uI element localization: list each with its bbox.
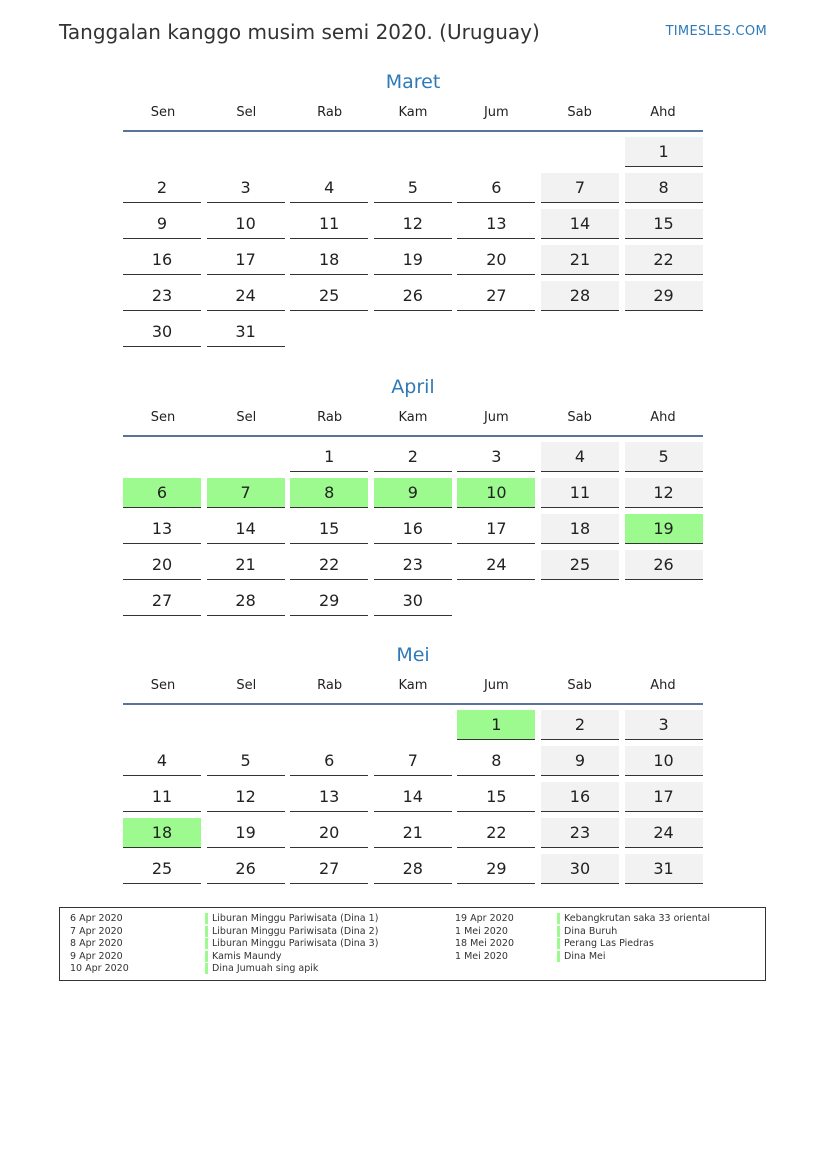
weekday-label: Sel: [236, 678, 257, 693]
empty-cell: [123, 442, 201, 472]
empty-cell: [290, 137, 368, 167]
holiday-day-cell[interactable]: 18: [123, 818, 201, 848]
day-cell[interactable]: 5: [207, 746, 285, 776]
day-cell[interactable]: 21: [374, 818, 452, 848]
day-cell[interactable]: 12: [207, 782, 285, 812]
weekday-label: Kam: [398, 678, 428, 693]
day-cell[interactable]: 20: [457, 245, 535, 275]
day-cell[interactable]: 18: [541, 514, 619, 544]
day-cell[interactable]: 16: [123, 245, 201, 275]
day-cell[interactable]: 4: [123, 746, 201, 776]
day-cell[interactable]: 29: [625, 281, 703, 311]
page-title: Tanggalan kanggo musim semi 2020. (Uruguay): [59, 20, 540, 44]
day-cell[interactable]: 23: [374, 550, 452, 580]
day-cell[interactable]: 14: [374, 782, 452, 812]
legend-dates-right: [455, 913, 514, 963]
day-cell[interactable]: 12: [625, 478, 703, 508]
empty-cell: [207, 710, 285, 740]
day-cell[interactable]: 8: [457, 746, 535, 776]
day-cell[interactable]: 19: [207, 818, 285, 848]
day-cell[interactable]: 7: [374, 746, 452, 776]
day-cell[interactable]: 25: [123, 854, 201, 884]
day-cell[interactable]: 22: [625, 245, 703, 275]
legend-date: 19 Apr 2020: [455, 913, 514, 924]
day-cell[interactable]: 13: [457, 209, 535, 239]
day-cell[interactable]: 2: [123, 173, 201, 203]
weekday-label: Ahd: [650, 105, 676, 120]
month-title: Mei: [396, 644, 430, 666]
legend-date: 10 Apr 2020: [70, 963, 129, 975]
day-cell[interactable]: 6: [290, 746, 368, 776]
day-cell[interactable]: 1: [625, 137, 703, 167]
empty-cell: [290, 710, 368, 740]
header-divider: [123, 703, 703, 705]
empty-cell: [541, 137, 619, 167]
day-cell[interactable]: 24: [625, 818, 703, 848]
weekday-header: [123, 407, 703, 429]
legend-date: 1 Mei 2020: [455, 950, 508, 962]
day-cell[interactable]: 27: [457, 281, 535, 311]
weekday-label: Sen: [150, 105, 176, 120]
legend-date: 18 Mei 2020: [455, 938, 514, 950]
day-cell[interactable]: 2: [541, 710, 619, 740]
weekday-label: Rab: [317, 410, 343, 425]
day-cell[interactable]: 31: [207, 317, 285, 347]
empty-cell: [457, 137, 535, 167]
day-cell[interactable]: 3: [625, 710, 703, 740]
legend-holiday-name: Liburan Minggu Pariwisata (Dina 2): [205, 926, 378, 937]
day-cell[interactable]: 3: [207, 173, 285, 203]
day-cell[interactable]: 26: [207, 854, 285, 884]
day-cell[interactable]: 24: [207, 281, 285, 311]
holiday-day-cell[interactable]: 6: [123, 478, 201, 508]
legend-holiday-name: Dina Mei: [557, 951, 606, 962]
legend-date: 8 Apr 2020: [70, 938, 123, 950]
day-cell[interactable]: 30: [374, 586, 452, 616]
empty-cell: [374, 137, 452, 167]
holiday-day-cell[interactable]: 7: [207, 478, 285, 508]
day-cell[interactable]: 16: [541, 782, 619, 812]
brand-logo-text[interactable]: TIMESLES.COM: [665, 24, 767, 39]
holiday-day-cell[interactable]: 8: [290, 478, 368, 508]
month-title: April: [391, 376, 435, 398]
weekday-label: Rab: [317, 105, 343, 120]
day-cell[interactable]: 7: [541, 173, 619, 203]
empty-cell: [207, 137, 285, 167]
day-cell[interactable]: 12: [374, 209, 452, 239]
holiday-day-cell[interactable]: 10: [457, 478, 535, 508]
weekday-label: Sel: [236, 105, 257, 120]
day-cell[interactable]: 22: [290, 550, 368, 580]
empty-cell: [207, 442, 285, 472]
day-cell[interactable]: 9: [123, 209, 201, 239]
day-cell[interactable]: 17: [457, 514, 535, 544]
day-cell[interactable]: 24: [457, 550, 535, 580]
day-cell[interactable]: 6: [457, 173, 535, 203]
day-cell[interactable]: 5: [625, 442, 703, 472]
day-cell[interactable]: 11: [290, 209, 368, 239]
day-cell[interactable]: 3: [457, 442, 535, 472]
holiday-day-cell[interactable]: 19: [625, 514, 703, 544]
day-cell[interactable]: 21: [207, 550, 285, 580]
legend-holiday-name: Dina Buruh: [557, 926, 617, 937]
day-cell[interactable]: 18: [290, 245, 368, 275]
day-cell[interactable]: 8: [625, 173, 703, 203]
day-cell[interactable]: 29: [457, 854, 535, 884]
day-cell[interactable]: 26: [625, 550, 703, 580]
day-cell[interactable]: 15: [457, 782, 535, 812]
day-cell[interactable]: 25: [290, 281, 368, 311]
month-title: Maret: [385, 71, 441, 93]
day-cell[interactable]: 17: [625, 782, 703, 812]
day-grid: [123, 137, 703, 347]
day-cell[interactable]: 28: [207, 586, 285, 616]
day-cell[interactable]: 15: [290, 514, 368, 544]
day-cell[interactable]: 19: [374, 245, 452, 275]
legend-names-right: [557, 913, 710, 963]
weekday-label: Ahd: [650, 410, 676, 425]
holiday-day-cell[interactable]: 1: [457, 710, 535, 740]
holiday-legend: [59, 907, 766, 981]
weekday-label: Sab: [567, 410, 592, 425]
day-cell[interactable]: 10: [625, 746, 703, 776]
weekday-label: Kam: [398, 410, 428, 425]
day-grid: [123, 710, 703, 884]
day-cell[interactable]: 23: [541, 818, 619, 848]
day-cell[interactable]: 13: [123, 514, 201, 544]
day-cell[interactable]: 22: [457, 818, 535, 848]
legend-holiday-name: Kebangkrutan saka 33 oriental: [557, 913, 710, 924]
day-cell[interactable]: 11: [541, 478, 619, 508]
day-cell[interactable]: 23: [123, 281, 201, 311]
month-block: [123, 68, 703, 347]
legend-date: 6 Apr 2020: [70, 913, 123, 924]
day-cell[interactable]: 27: [123, 586, 201, 616]
header-divider: [123, 130, 703, 132]
day-cell[interactable]: 9: [541, 746, 619, 776]
day-cell[interactable]: 1: [290, 442, 368, 472]
day-cell[interactable]: 11: [123, 782, 201, 812]
day-cell[interactable]: 16: [374, 514, 452, 544]
day-cell[interactable]: 20: [123, 550, 201, 580]
weekday-header: [123, 102, 703, 124]
day-cell[interactable]: 5: [374, 173, 452, 203]
weekday-label: Rab: [317, 678, 343, 693]
legend-dates-left: [70, 913, 129, 976]
day-cell[interactable]: 27: [290, 854, 368, 884]
legend-holiday-name: Liburan Minggu Pariwisata (Dina 3): [205, 938, 378, 949]
weekday-header: [123, 675, 703, 697]
empty-cell: [123, 710, 201, 740]
weekday-label: Sel: [236, 410, 257, 425]
legend-names-left: [205, 913, 378, 976]
header-divider: [123, 435, 703, 437]
legend-date: 7 Apr 2020: [70, 925, 123, 937]
weekday-label: Jum: [483, 410, 509, 425]
day-cell[interactable]: 2: [374, 442, 452, 472]
weekday-label: Kam: [398, 105, 428, 120]
day-cell[interactable]: 20: [290, 818, 368, 848]
legend-holiday-name: Perang Las Piedras: [557, 938, 654, 949]
weekday-label: Sen: [150, 678, 176, 693]
legend-date: 9 Apr 2020: [70, 950, 123, 962]
weekday-label: Sab: [567, 678, 592, 693]
day-cell[interactable]: 25: [541, 550, 619, 580]
day-cell[interactable]: 13: [290, 782, 368, 812]
weekday-label: Jum: [483, 105, 509, 120]
day-cell[interactable]: 30: [541, 854, 619, 884]
day-cell[interactable]: 17: [207, 245, 285, 275]
day-cell[interactable]: 14: [541, 209, 619, 239]
weekday-label: Jum: [483, 678, 509, 693]
day-cell[interactable]: 30: [123, 317, 201, 347]
day-cell[interactable]: 15: [625, 209, 703, 239]
day-cell[interactable]: 10: [207, 209, 285, 239]
legend-holiday-name: Dina Jumuah sing apik: [205, 963, 318, 974]
day-cell[interactable]: 29: [290, 586, 368, 616]
empty-cell: [123, 137, 201, 167]
month-block: [123, 373, 703, 616]
day-cell[interactable]: 31: [625, 854, 703, 884]
day-cell[interactable]: 28: [374, 854, 452, 884]
weekday-label: Ahd: [650, 678, 676, 693]
day-cell[interactable]: 21: [541, 245, 619, 275]
day-cell[interactable]: 26: [374, 281, 452, 311]
month-block: [123, 641, 703, 884]
weekday-label: Sab: [567, 105, 592, 120]
legend-date: 1 Mei 2020: [455, 925, 508, 937]
legend-holiday-name: Kamis Maundy: [205, 951, 281, 962]
legend-holiday-name: Liburan Minggu Pariwisata (Dina 1): [205, 913, 378, 924]
day-grid: [123, 442, 703, 616]
weekday-label: Sen: [150, 410, 176, 425]
day-cell[interactable]: 14: [207, 514, 285, 544]
holiday-day-cell[interactable]: 9: [374, 478, 452, 508]
day-cell[interactable]: 4: [290, 173, 368, 203]
day-cell[interactable]: 28: [541, 281, 619, 311]
empty-cell: [374, 710, 452, 740]
day-cell[interactable]: 4: [541, 442, 619, 472]
